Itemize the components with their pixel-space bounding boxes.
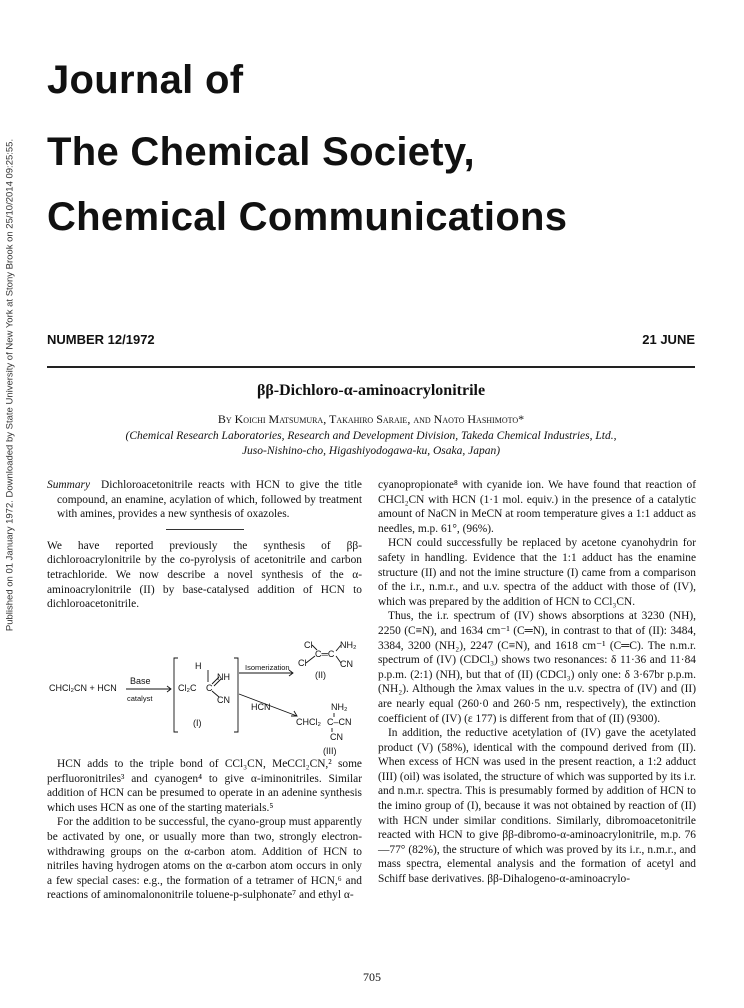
article-title: ββ-Dichloro-α-aminoacrylonitrile xyxy=(256,382,486,399)
summary-text: Dichloroacetonitrile reacts with HCN to give the title compound, an enamine, acylation of which, followed by treatment with amines, provides a new synthesis of oxazoles. xyxy=(57,479,362,521)
issue-row xyxy=(47,332,695,347)
scheme-label-iii: (III) xyxy=(323,746,337,756)
bracket-left xyxy=(174,658,178,732)
scheme-ceqc: C═C xyxy=(315,649,335,659)
arrow-hcn xyxy=(239,694,297,716)
reaction-scheme xyxy=(47,628,367,756)
right-paragraph-1: cyanopropionate⁸ with cyanide ion. We have found that reaction of CHCl₂CN with HCN (1·1 mol. equiv.) in the presence of a catalytic amount of NaCN in MeCN at room temperature gives a 1:1 adduct as needles, m.p. 61°, (96%). xyxy=(378,479,696,535)
scheme-c-cn: C–CN xyxy=(327,717,352,727)
bond-cl-lower xyxy=(306,656,315,663)
scheme-cn-i: CN xyxy=(217,695,230,705)
scheme-chcl2: CHCl₂ xyxy=(296,717,321,727)
right-paragraph-3: Thus, the i.r. spectrum of (IV) shows absorptions at 3230 (NH), 2250 (C≡N), and 1634 cm⁻¹ (C═N), in contrast to that of (II): 3484, 3384, 3200 (NH₂), 2247 (C≡N), and 1618 cm⁻¹ (C═C). The n.m.r. spectrum of (IV) (CDCl₃) shows two resonances: δ 11·36 and 11·84 p.p.m. (2:1) (NH), but that of (II) (CDCl₃) only one: δ 3·67br p.p.m. (NH₂). Although the λmax values in the u.v. spectra of (IV) and (II) are nearly equal (260·0 and 260·5 nm, respectively), the extinction coefficient of (IV) (ε 177) is different from that of (II) (9300). xyxy=(378,610,696,725)
scheme-nh: NH xyxy=(217,672,230,682)
scheme-reactants: CHCl₂CN + HCN xyxy=(49,683,117,693)
scheme-cn-ii: CN xyxy=(340,659,353,669)
scheme-c: C xyxy=(206,683,213,693)
scheme-h: H xyxy=(195,661,202,671)
summary-divider xyxy=(166,529,244,530)
right-paragraph-2: HCN could successfully be replaced by acetone cyanohydrin for safety in handling. Evidence that the 1:1 adduct has the enamine structure (II) and not the imine structure (I) came from a comparison of the i.r., n.m.r., and u.v. spectra of the adduct with those of (IV), which was prepared by the addition of HCN to CCl₃CN. xyxy=(378,537,696,608)
scheme-label-ii: (II) xyxy=(315,670,326,680)
paragraph-hcn-adds: HCN adds to the triple bond of CCl₃CN, MeCCl₂CN,² some perfluoronitriles³ and cyanogen⁴ to give α-iminonitriles. Similar addition of HCN can be presumed to operate in an adenine synthesis which uses HCN as one of the starting materials.⁵ xyxy=(47,758,362,814)
page-number: 705 xyxy=(363,970,381,984)
article-affiliation xyxy=(47,429,695,459)
intro-paragraph: We have reported previously the synthesis of ββ-dichloroacrylonitrile by the co-pyrolysis of acetonitrile and carbon tetrachloride. We now describe a novel synthesis of the α-aminoacrylonitrile (II) by base-catalysed addition of HCN to dichloroacetonitrile. xyxy=(47,539,362,611)
right-column xyxy=(378,478,696,887)
scheme-cl-upper: Cl xyxy=(304,640,313,650)
download-notice xyxy=(3,120,17,650)
bracket-right xyxy=(234,658,238,732)
scheme-isomerization: Isomerization xyxy=(245,663,290,672)
header-rule xyxy=(47,366,695,368)
left-column-top xyxy=(47,478,362,612)
scheme-nh2-ii: NH₂ xyxy=(340,640,357,650)
paragraph-addition: For the addition to be successful, the cyano-group must apparently be activated by one, or usually more than two, strongly electron-withdrawing groups on the α-carbon atom. Addition of HCN to nitriles having hydrogen atoms on the α-carbon atom occurs in only a few special cases: e.g., the formation of a tetramer of HCN,⁶ and reactions of aminomalononitrile toluene-p-sulphonate⁷ and ethyl α- xyxy=(47,816,362,902)
scheme-label-i: (I) xyxy=(193,718,202,728)
scheme-nh2-iii: NH₂ xyxy=(331,702,348,712)
scheme-hcn: HCN xyxy=(251,702,271,712)
bond-c-cn xyxy=(212,691,219,697)
affiliation-line-2: Juso-Nishino-cho, Higashiyodogawa-ku, Osaka, Japan) xyxy=(241,445,501,457)
issue-date: 21 JUNE xyxy=(642,332,695,347)
scheme-catalyst: catalyst xyxy=(127,694,153,703)
journal-title-line-1: Journal of xyxy=(47,58,244,102)
scheme-cn-iii: CN xyxy=(330,732,343,742)
issue-number: NUMBER 12/1972 xyxy=(47,332,155,347)
scheme-cl-lower: Cl xyxy=(298,658,307,668)
download-notice-text: Published on 01 January 1972. Downloaded by State University of New York at Stony Brook on 25/10/2014 09:25:55. xyxy=(4,138,16,632)
journal-title-line-2: The Chemical Society, xyxy=(47,130,475,174)
right-paragraph-4: In addition, the reductive acetylation of (IV) gave the acetylated product (V) (58%), identical with the compound derived from (II). When excess of HCN was used in the present reaction, a 1:2 adduct (III) (oil) was isolated, the structure of which was supported by its i.r. and n.m.r. spectra. This is presumably formed by addition of HCN to the imino group of (I), because it was not obtained by reaction of (II) with HCN under similar conditions. Similarly, dibromoacetonitrile reacted with HCN to give ββ-dibromo-α-aminoacrylonitrile, m.p. 76—77° (82%), the structure of which was proved by its i.r., n.m.r., and mass spectra, elemental analysis and the formation of acetyl and Schiff base derivatives. ββ-Dihalogeno-α-aminoacrylo- xyxy=(378,727,696,886)
scheme-cl2c: Cl₂C xyxy=(178,683,197,693)
byline-text: By Koichi Matsumura, Takahiro Saraie, and Naoto Hashimoto* xyxy=(217,412,525,426)
article-byline xyxy=(47,412,695,427)
summary-label: Summary xyxy=(47,479,91,491)
affiliation-line-1: (Chemical Research Laboratories, Research and Development Division, Takeda Chemical Industries, Ltd., xyxy=(125,430,617,442)
summary-paragraph xyxy=(47,478,362,522)
journal-title-line-3: Chemical Communications xyxy=(47,195,568,239)
scheme-base: Base xyxy=(130,676,151,686)
left-column-bottom xyxy=(47,757,362,903)
